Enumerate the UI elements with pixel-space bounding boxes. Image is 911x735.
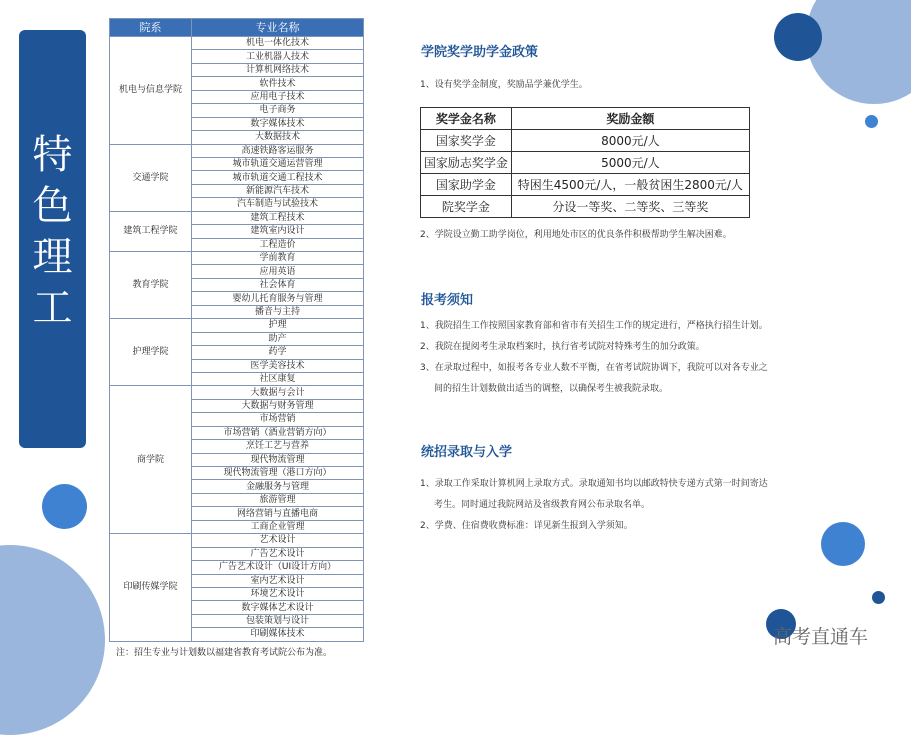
table-row [110, 252, 364, 265]
major-name: 市场营销（酒业营销方向） [192, 426, 364, 439]
decor-circle-large-bottom-left [0, 545, 105, 735]
major-name: 社会体育 [192, 278, 364, 291]
college-name: 商学院 [110, 386, 192, 534]
major-name: 印刷媒体技术 [192, 628, 364, 641]
major-name: 现代物流管理（港口方向） [192, 467, 364, 480]
admission-item-1-line-1: 1、录取工作采取计算机网上录取方式。录取通知书均以邮政特快专递方式第一时间寄达 [420, 479, 768, 489]
award-amount: 8000元/人 [511, 130, 749, 152]
side-title: 特色理工 [32, 132, 73, 331]
award-row [421, 196, 750, 218]
major-name: 广告艺术设计 [192, 547, 364, 560]
major-name: 城市轨道交通运营管理 [192, 157, 364, 170]
major-name: 医学美容技术 [192, 359, 364, 372]
decor-circle-left-mid [42, 484, 87, 529]
major-name: 高速铁路客运服务 [192, 144, 364, 157]
notice-item-3-line-1: 3、在录取过程中，如报考各专业人数不平衡，在省考试院协调下，我院可以对各专业之 [420, 363, 768, 373]
major-name: 护理 [192, 319, 364, 332]
major-name: 广告艺术设计（UI设计方向） [192, 561, 364, 574]
admission-item-1-line-2: 考生。同时通过我院网站及省级教育网公布录取名单。 [434, 500, 651, 510]
award-name: 国家奖学金 [421, 130, 512, 152]
notice-title: 报考须知 [421, 293, 474, 308]
award-amount: 分设一等奖、二等奖、三等奖 [511, 196, 749, 218]
scholarship-item-2: 2、学院设立勤工助学岗位，利用地处市区的优良条件积极帮助学生解决困难。 [420, 230, 732, 240]
award-row [421, 174, 750, 196]
major-name: 网络营销与直播电商 [192, 507, 364, 520]
major-name: 播音与主持 [192, 305, 364, 318]
major-name: 新能源汽车技术 [192, 184, 364, 197]
table-row [110, 211, 364, 224]
major-name: 计算机网络技术 [192, 63, 364, 76]
table-row [110, 319, 364, 332]
college-name: 教育学院 [110, 252, 192, 319]
award-amount: 5000元/人 [511, 152, 749, 174]
college-name: 护理学院 [110, 319, 192, 386]
major-name: 市场营销 [192, 413, 364, 426]
major-name: 应用英语 [192, 265, 364, 278]
major-name: 社区康复 [192, 372, 364, 385]
award-name-header: 奖学金名称 [421, 108, 512, 130]
major-name: 建筑室内设计 [192, 225, 364, 238]
major-name: 学前教育 [192, 252, 364, 265]
notice-item-1: 1、我院招生工作按照国家教育部和省市有关招生工作的规定进行，严格执行招生计划。 [420, 321, 768, 331]
table-row [110, 534, 364, 547]
major-name: 室内艺术设计 [192, 574, 364, 587]
major-name: 工业机器人技术 [192, 50, 364, 63]
major-name: 包装策划与设计 [192, 614, 364, 627]
admission-title: 统招录取与入学 [421, 445, 513, 460]
major-name: 环境艺术设计 [192, 587, 364, 600]
major-name: 工程造价 [192, 238, 364, 251]
decor-circle-small-right [865, 115, 878, 128]
award-row [421, 130, 750, 152]
major-name: 艺术设计 [192, 534, 364, 547]
notice-item-3-line-2: 间的招生计划数做出适当的调整，以确保考生被我院录取。 [434, 384, 669, 394]
award-amount-header: 奖励金额 [511, 108, 749, 130]
major-name: 数字媒体技术 [192, 117, 364, 130]
college-name: 印刷传媒学院 [110, 534, 192, 642]
major-name: 婴幼儿托育服务与管理 [192, 292, 364, 305]
major-name: 应用电子技术 [192, 90, 364, 103]
award-row [421, 152, 750, 174]
table-row [110, 144, 364, 157]
major-name: 大数据技术 [192, 131, 364, 144]
major-name: 大数据与财务管理 [192, 399, 364, 412]
side-title-bar [19, 30, 86, 448]
decor-circle-tiny-right [872, 591, 885, 604]
major-name: 机电一体化技术 [192, 37, 364, 50]
scholarship-item-1: 1、设有奖学金制度，奖励品学兼优学生。 [420, 80, 588, 90]
major-header: 专业名称 [192, 19, 364, 37]
watermark: 高考直通车 [773, 626, 869, 648]
college-name: 机电与信息学院 [110, 37, 192, 145]
table-row [110, 37, 364, 50]
award-amount: 特困生4500元/人，一般贫困生2800元/人 [511, 174, 749, 196]
table-footnote: 注：招生专业与计划数以福建省教育考试院公布为准。 [116, 648, 333, 658]
major-name: 电子商务 [192, 104, 364, 117]
major-name: 软件技术 [192, 77, 364, 90]
award-name: 国家助学金 [421, 174, 512, 196]
major-name: 工商企业管理 [192, 520, 364, 533]
scholarship-title: 学院奖学助学金政策 [421, 45, 539, 60]
award-name: 院奖学金 [421, 196, 512, 218]
majors-table [109, 18, 364, 642]
major-name: 现代物流管理 [192, 453, 364, 466]
admission-item-2: 2、学费、住宿费收费标准：详见新生报到入学须知。 [420, 521, 633, 531]
decor-circle-dark-top-right [774, 13, 822, 61]
major-name: 旅游管理 [192, 493, 364, 506]
table-row [110, 386, 364, 399]
major-name: 建筑工程技术 [192, 211, 364, 224]
award-name: 国家励志奖学金 [421, 152, 512, 174]
major-name: 烹饪工艺与营养 [192, 440, 364, 453]
major-name: 金融服务与管理 [192, 480, 364, 493]
major-name: 汽车制造与试验技术 [192, 198, 364, 211]
major-name: 数字媒体艺术设计 [192, 601, 364, 614]
major-name: 大数据与会计 [192, 386, 364, 399]
college-name: 交通学院 [110, 144, 192, 211]
major-name: 药学 [192, 346, 364, 359]
college-header: 院系 [110, 19, 192, 37]
major-name: 城市轨道交通工程技术 [192, 171, 364, 184]
scholarship-table [420, 107, 750, 218]
notice-item-2: 2、我院在提阅考生录取档案时，执行省考试院对特殊考生的加分政策。 [420, 342, 705, 352]
major-name: 助产 [192, 332, 364, 345]
college-name: 建筑工程学院 [110, 211, 192, 251]
majors-body [110, 37, 364, 642]
